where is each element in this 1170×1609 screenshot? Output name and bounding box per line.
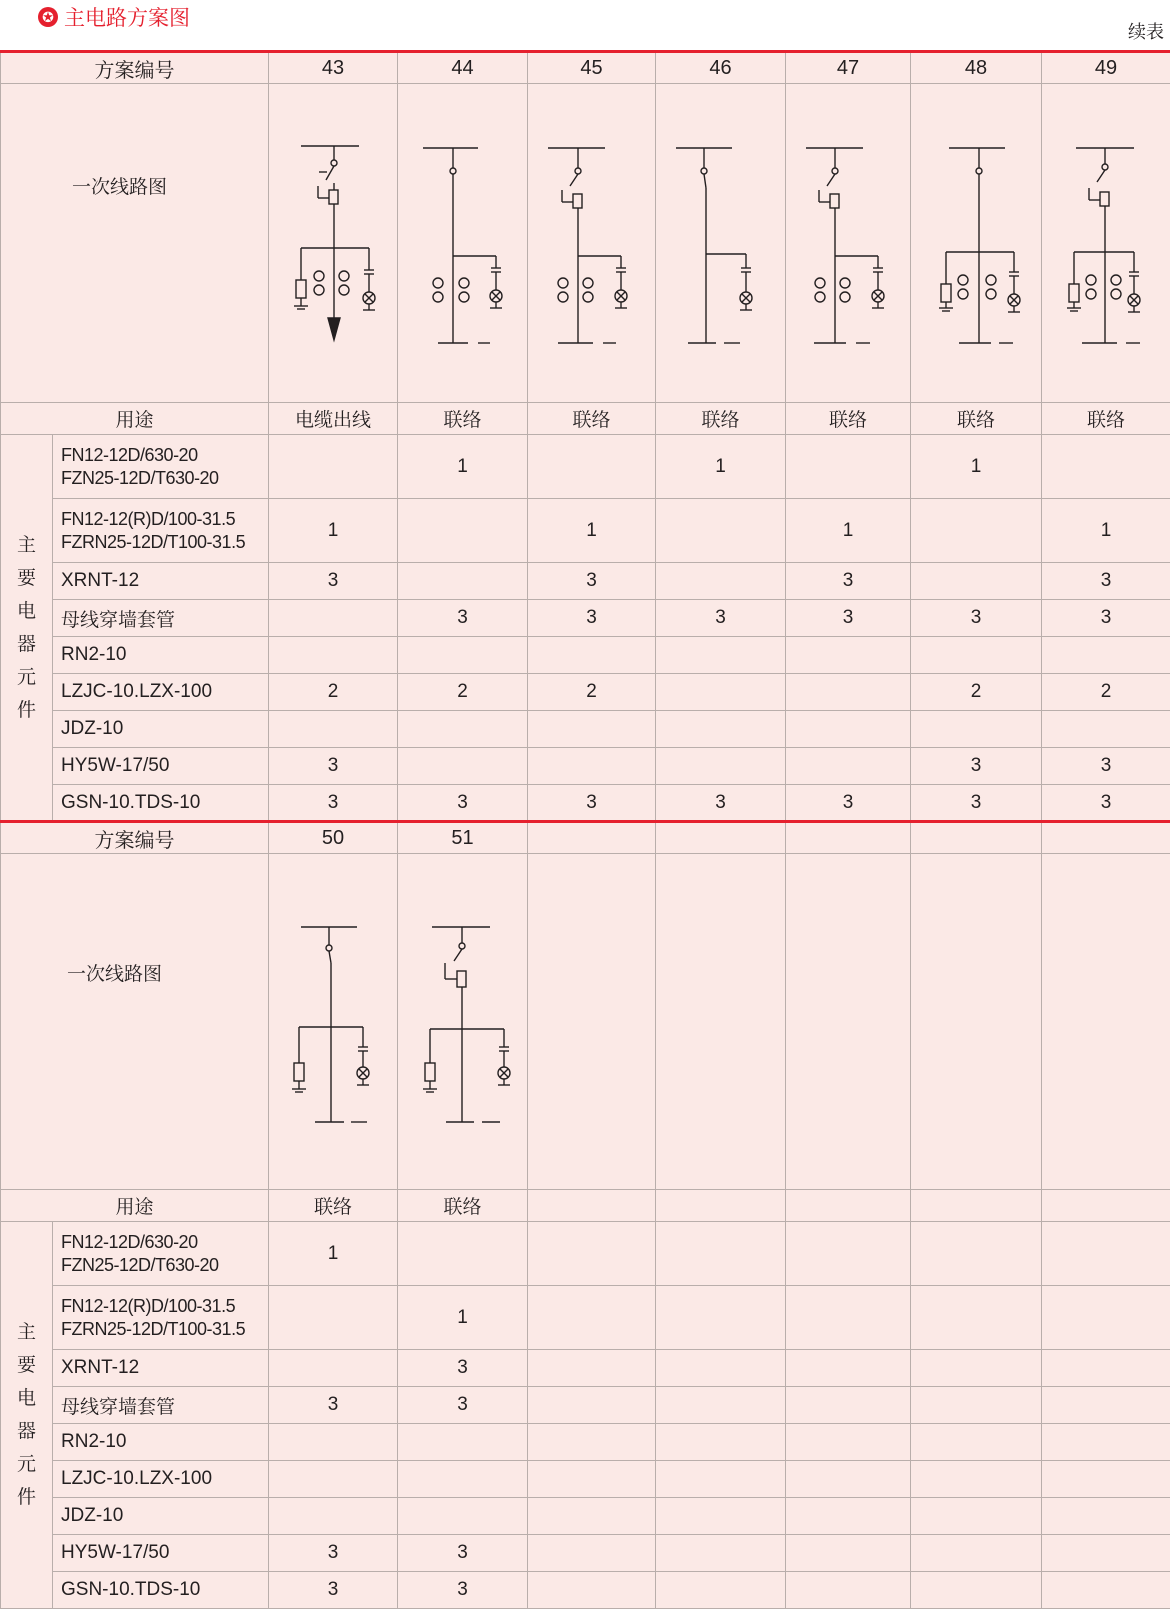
component-name: JDZ-10 bbox=[53, 711, 269, 748]
usage-value: 联络 bbox=[528, 403, 656, 435]
scheme-number-row bbox=[1, 822, 1170, 854]
component-qty bbox=[528, 1461, 656, 1498]
section-title: 主电路方案图 bbox=[64, 2, 190, 32]
component-qty bbox=[1042, 1286, 1170, 1350]
component-qty bbox=[911, 1424, 1042, 1461]
component-name: GSN-10.TDS-10 bbox=[53, 1572, 269, 1609]
component-qty: 3 bbox=[269, 1535, 398, 1572]
component-qty: 3 bbox=[398, 1572, 528, 1609]
component-qty: 3 bbox=[528, 600, 656, 637]
component-qty bbox=[1042, 711, 1170, 748]
scheme-number: 48 bbox=[911, 52, 1042, 84]
component-qty bbox=[1042, 1498, 1170, 1535]
diagram-label: 一次线路图 bbox=[1, 854, 269, 1190]
component-name: XRNT-12 bbox=[53, 1350, 269, 1387]
component-qty bbox=[1042, 1461, 1170, 1498]
usage-value bbox=[1042, 1190, 1170, 1222]
scheme-table-1 bbox=[0, 50, 1170, 822]
component-qty bbox=[656, 563, 786, 600]
component-qty bbox=[398, 748, 528, 785]
component-qty: 3 bbox=[911, 600, 1042, 637]
usage-label: 用途 bbox=[1, 1190, 269, 1222]
usage-value bbox=[911, 1190, 1042, 1222]
empty-diagram-cell bbox=[528, 854, 656, 1190]
component-qty bbox=[1042, 1424, 1170, 1461]
component-qty: 3 bbox=[398, 1387, 528, 1424]
component-qty bbox=[656, 748, 786, 785]
component-name: 母线穿墙套管 bbox=[53, 600, 269, 637]
component-row bbox=[1, 1286, 1170, 1350]
usage-value bbox=[656, 1190, 786, 1222]
scheme-number bbox=[528, 822, 656, 854]
component-name: FN12-12(R)D/100-31.5 FZRN25-12D/T100-31.5 bbox=[53, 499, 269, 563]
scheme-number: 45 bbox=[528, 52, 656, 84]
component-qty: 3 bbox=[1042, 563, 1170, 600]
component-qty bbox=[528, 748, 656, 785]
usage-row bbox=[1, 1190, 1170, 1222]
scheme-number: 44 bbox=[398, 52, 528, 84]
component-qty: 2 bbox=[911, 674, 1042, 711]
component-qty bbox=[656, 1222, 786, 1286]
usage-value: 联络 bbox=[398, 1190, 528, 1222]
component-qty bbox=[1042, 1387, 1170, 1424]
main-components-label: 主 要 电 器 元 件 bbox=[1, 1222, 53, 1609]
component-row bbox=[1, 600, 1170, 637]
component-qty bbox=[656, 1350, 786, 1387]
component-name: RN2-10 bbox=[53, 637, 269, 674]
usage-value: 电缆出线 bbox=[269, 403, 398, 435]
component-qty: 3 bbox=[786, 785, 911, 822]
component-qty: 3 bbox=[656, 785, 786, 822]
component-qty: 1 bbox=[398, 435, 528, 499]
empty-diagram-cell bbox=[1042, 854, 1170, 1190]
component-qty: 3 bbox=[398, 600, 528, 637]
component-qty bbox=[528, 1286, 656, 1350]
component-qty bbox=[911, 1222, 1042, 1286]
usage-value: 联络 bbox=[398, 403, 528, 435]
component-qty bbox=[398, 1222, 528, 1286]
component-qty bbox=[528, 711, 656, 748]
component-qty: 1 bbox=[1042, 499, 1170, 563]
component-qty: 3 bbox=[269, 748, 398, 785]
component-qty bbox=[269, 637, 398, 674]
empty-diagram-cell bbox=[911, 854, 1042, 1190]
component-qty bbox=[528, 1572, 656, 1609]
empty-diagram-cell bbox=[786, 854, 911, 1190]
scheme-number bbox=[656, 822, 786, 854]
circuit-diagram-45 bbox=[528, 84, 656, 403]
component-qty bbox=[398, 1498, 528, 1535]
component-qty: 3 bbox=[1042, 785, 1170, 822]
component-qty bbox=[1042, 1222, 1170, 1286]
component-qty bbox=[911, 563, 1042, 600]
component-qty bbox=[786, 1461, 911, 1498]
scheme-number: 50 bbox=[269, 822, 398, 854]
scheme-number: 47 bbox=[786, 52, 911, 84]
component-qty: 3 bbox=[269, 1387, 398, 1424]
component-qty: 3 bbox=[269, 563, 398, 600]
component-qty bbox=[269, 1350, 398, 1387]
component-qty bbox=[1042, 637, 1170, 674]
component-row bbox=[1, 563, 1170, 600]
component-row bbox=[1, 1572, 1170, 1609]
component-qty: 2 bbox=[1042, 674, 1170, 711]
component-qty bbox=[911, 1535, 1042, 1572]
circuit-diagram-50 bbox=[269, 854, 398, 1190]
empty-diagram-cell bbox=[656, 854, 786, 1190]
continued-label: 续表 bbox=[1128, 18, 1164, 44]
component-row bbox=[1, 1498, 1170, 1535]
component-qty bbox=[528, 1387, 656, 1424]
component-qty bbox=[269, 1461, 398, 1498]
component-qty: 2 bbox=[269, 674, 398, 711]
component-qty bbox=[398, 637, 528, 674]
component-qty bbox=[398, 1461, 528, 1498]
component-qty bbox=[656, 1424, 786, 1461]
component-qty bbox=[528, 1350, 656, 1387]
component-name: FN12-12D/630-20 FZN25-12D/T630-20 bbox=[53, 435, 269, 499]
component-qty bbox=[656, 1387, 786, 1424]
component-qty: 1 bbox=[269, 1222, 398, 1286]
component-qty bbox=[528, 637, 656, 674]
circuit-diagram-44 bbox=[398, 84, 528, 403]
usage-value: 联络 bbox=[786, 403, 911, 435]
component-qty bbox=[911, 1461, 1042, 1498]
scheme-number: 49 bbox=[1042, 52, 1170, 84]
component-qty: 3 bbox=[1042, 748, 1170, 785]
component-qty bbox=[911, 711, 1042, 748]
component-qty bbox=[786, 1424, 911, 1461]
component-row bbox=[1, 435, 1170, 499]
component-row bbox=[1, 711, 1170, 748]
component-qty bbox=[786, 748, 911, 785]
circuit-diagram-47 bbox=[786, 84, 911, 403]
component-qty: 1 bbox=[398, 1286, 528, 1350]
component-name: 母线穿墙套管 bbox=[53, 1387, 269, 1424]
scheme-number bbox=[1042, 822, 1170, 854]
usage-value bbox=[528, 1190, 656, 1222]
component-name: FN12-12D/630-20 FZN25-12D/T630-20 bbox=[53, 1222, 269, 1286]
component-qty bbox=[398, 711, 528, 748]
component-qty bbox=[398, 1424, 528, 1461]
component-qty bbox=[911, 1286, 1042, 1350]
component-qty: 1 bbox=[786, 499, 911, 563]
component-qty: 3 bbox=[398, 1350, 528, 1387]
component-row bbox=[1, 674, 1170, 711]
component-row bbox=[1, 1535, 1170, 1572]
diagram-row bbox=[1, 854, 1170, 1190]
scheme-number-row bbox=[1, 52, 1170, 84]
component-qty: 3 bbox=[656, 600, 786, 637]
component-qty bbox=[269, 435, 398, 499]
component-qty bbox=[269, 600, 398, 637]
component-qty: 3 bbox=[786, 600, 911, 637]
component-qty bbox=[656, 674, 786, 711]
component-qty bbox=[911, 1498, 1042, 1535]
component-name: HY5W-17/50 bbox=[53, 1535, 269, 1572]
main-components-label: 主 要 电 器 元 件 bbox=[1, 435, 53, 822]
component-name: JDZ-10 bbox=[53, 1498, 269, 1535]
component-qty: 3 bbox=[1042, 600, 1170, 637]
component-qty bbox=[786, 1350, 911, 1387]
component-qty: 3 bbox=[911, 785, 1042, 822]
component-qty bbox=[528, 1222, 656, 1286]
component-qty: 3 bbox=[269, 785, 398, 822]
component-qty: 3 bbox=[398, 785, 528, 822]
component-qty bbox=[656, 1572, 786, 1609]
circuit-diagram-43 bbox=[269, 84, 398, 403]
component-qty bbox=[269, 1424, 398, 1461]
component-qty bbox=[786, 1535, 911, 1572]
component-qty bbox=[269, 711, 398, 748]
component-name: FN12-12(R)D/100-31.5 FZRN25-12D/T100-31.5 bbox=[53, 1286, 269, 1350]
scheme-table-2 bbox=[0, 820, 1170, 1609]
component-row bbox=[1, 637, 1170, 674]
component-qty bbox=[1042, 1535, 1170, 1572]
component-name: LZJC-10.LZX-100 bbox=[53, 1461, 269, 1498]
component-qty bbox=[911, 499, 1042, 563]
component-row bbox=[1, 1350, 1170, 1387]
component-qty bbox=[1042, 1572, 1170, 1609]
component-qty: 1 bbox=[269, 499, 398, 563]
component-qty bbox=[528, 1424, 656, 1461]
usage-value bbox=[786, 1190, 911, 1222]
component-qty: 3 bbox=[398, 1535, 528, 1572]
component-qty: 3 bbox=[911, 748, 1042, 785]
component-qty bbox=[786, 711, 911, 748]
component-qty: 1 bbox=[911, 435, 1042, 499]
component-qty bbox=[911, 637, 1042, 674]
component-qty: 3 bbox=[528, 785, 656, 822]
circuit-diagram-48 bbox=[911, 84, 1042, 403]
component-qty bbox=[786, 435, 911, 499]
section-header bbox=[38, 2, 190, 32]
component-qty bbox=[911, 1350, 1042, 1387]
usage-label: 用途 bbox=[1, 403, 269, 435]
scheme-number: 43 bbox=[269, 52, 398, 84]
component-qty bbox=[656, 499, 786, 563]
component-qty: 3 bbox=[786, 563, 911, 600]
scheme-number: 46 bbox=[656, 52, 786, 84]
component-qty: 1 bbox=[656, 435, 786, 499]
component-qty bbox=[656, 1498, 786, 1535]
scheme-number bbox=[911, 822, 1042, 854]
usage-value: 联络 bbox=[1042, 403, 1170, 435]
component-qty bbox=[656, 1535, 786, 1572]
component-row bbox=[1, 1222, 1170, 1286]
scheme-number bbox=[786, 822, 911, 854]
component-qty bbox=[786, 1222, 911, 1286]
component-qty bbox=[786, 674, 911, 711]
scheme-number-label: 方案编号 bbox=[1, 52, 269, 84]
component-qty bbox=[911, 1572, 1042, 1609]
component-qty bbox=[786, 1572, 911, 1609]
component-qty bbox=[528, 1498, 656, 1535]
component-qty bbox=[1042, 1350, 1170, 1387]
usage-value: 联络 bbox=[269, 1190, 398, 1222]
scheme-number: 51 bbox=[398, 822, 528, 854]
component-qty bbox=[656, 711, 786, 748]
component-qty bbox=[786, 1498, 911, 1535]
component-qty bbox=[911, 1387, 1042, 1424]
component-name: LZJC-10.LZX-100 bbox=[53, 674, 269, 711]
scheme-number-label: 方案编号 bbox=[1, 822, 269, 854]
circuit-diagram-46 bbox=[656, 84, 786, 403]
component-row bbox=[1, 1424, 1170, 1461]
component-qty bbox=[656, 637, 786, 674]
component-qty bbox=[656, 1286, 786, 1350]
usage-row bbox=[1, 403, 1170, 435]
component-qty: 3 bbox=[269, 1572, 398, 1609]
component-qty bbox=[786, 1286, 911, 1350]
component-qty: 1 bbox=[528, 499, 656, 563]
component-qty: 3 bbox=[528, 563, 656, 600]
component-qty bbox=[269, 1286, 398, 1350]
component-qty: 2 bbox=[398, 674, 528, 711]
component-qty bbox=[656, 1461, 786, 1498]
component-row bbox=[1, 1387, 1170, 1424]
diagram-label: 一次线路图 bbox=[1, 84, 269, 403]
component-row bbox=[1, 1461, 1170, 1498]
circuit-diagram-51 bbox=[398, 854, 528, 1190]
component-qty bbox=[1042, 435, 1170, 499]
component-qty bbox=[398, 499, 528, 563]
circuit-diagram-49 bbox=[1042, 84, 1170, 403]
component-row bbox=[1, 748, 1170, 785]
component-name: XRNT-12 bbox=[53, 563, 269, 600]
component-name: RN2-10 bbox=[53, 1424, 269, 1461]
component-qty bbox=[786, 637, 911, 674]
component-qty bbox=[528, 435, 656, 499]
component-row bbox=[1, 785, 1170, 822]
component-qty bbox=[528, 1535, 656, 1572]
component-name: GSN-10.TDS-10 bbox=[53, 785, 269, 822]
component-name: HY5W-17/50 bbox=[53, 748, 269, 785]
component-qty bbox=[786, 1387, 911, 1424]
usage-value: 联络 bbox=[911, 403, 1042, 435]
component-row bbox=[1, 499, 1170, 563]
usage-value: 联络 bbox=[656, 403, 786, 435]
component-qty bbox=[269, 1498, 398, 1535]
diagram-row bbox=[1, 84, 1170, 403]
star-icon: ✪ bbox=[38, 7, 58, 27]
component-qty bbox=[398, 563, 528, 600]
component-qty: 2 bbox=[528, 674, 656, 711]
